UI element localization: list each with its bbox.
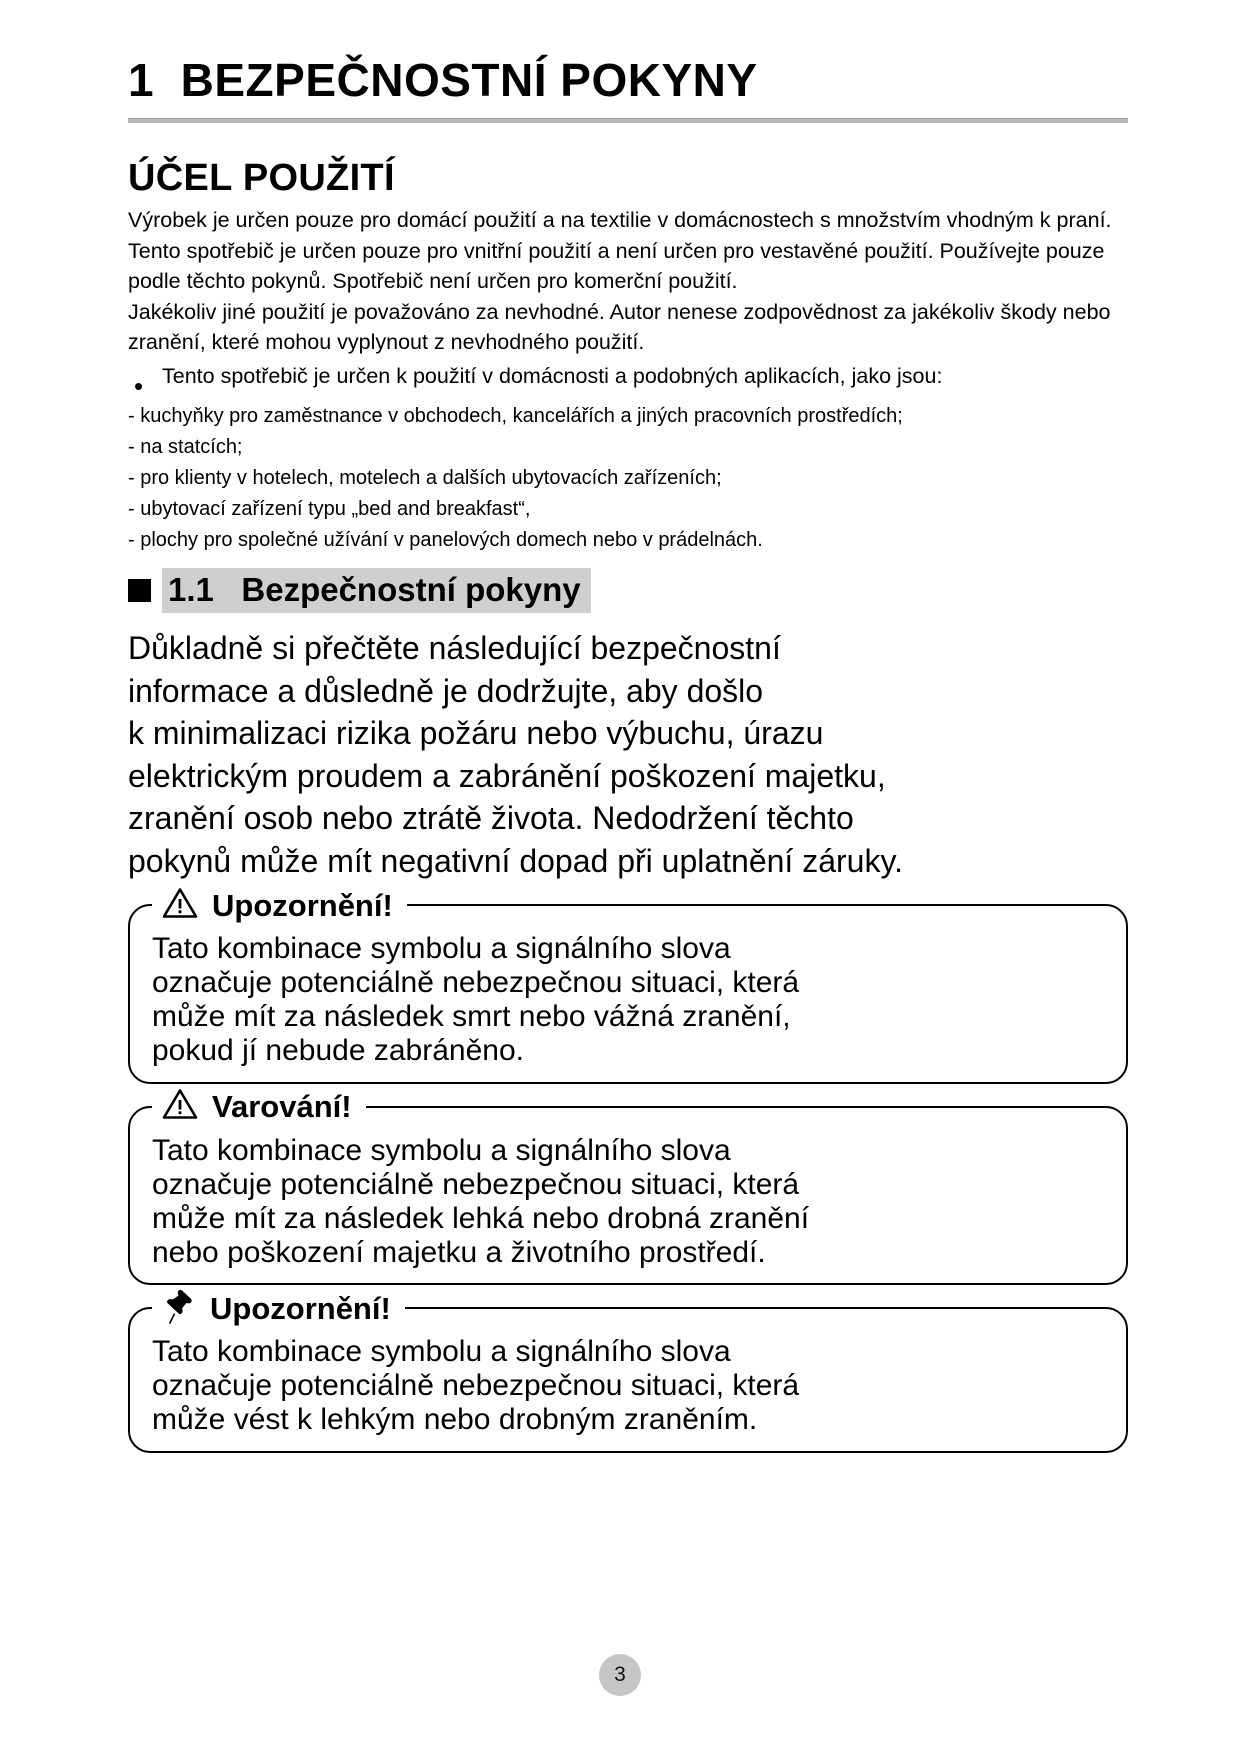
purpose-heading: ÚČEL POUŽITÍ [128,157,395,200]
section-heading [128,568,1128,613]
safety-intro-line: elektrickým proudem a zabránění poškození majetku, [128,757,886,794]
safety-intro-line: Důkladně si přečtěte následující bezpečnostní [128,630,781,667]
notice-line: označuje potenciálně nebezpečnou situaci, která [152,966,800,1000]
notice-legend-text: Varování! [212,1089,352,1125]
notice-line: Tato kombinace symbolu a signálního slova [152,932,731,966]
notice-line: Tato kombinace symbolu a signálního slova [152,1335,731,1369]
notice-box-warning [128,1089,1128,1286]
dash-list [128,401,1128,556]
warning-triangle-icon [162,1088,198,1125]
notice-box-notice [128,1290,1128,1453]
notice-box-danger [128,887,1128,1084]
page-title: 1 BEZPEČNOSTNÍ POKYNY [128,54,758,106]
purpose-paragraph-2: Jakékoliv jiné použití je považováno za nevhodné. Autor nenese zodpovědnost za jakékoliv škody nebo zranění, které mohou vyplynout z nevhodného použití. [128,299,1111,355]
notice-line: nebo poškození majetku a životního prostředí. [152,1235,766,1269]
notice-legend [152,1286,405,1330]
safety-intro-line: informace a důsledně je dodržujte, aby došlo [128,672,764,709]
title-divider [128,118,1128,123]
safety-intro-line: zranění osob nebo ztrátě života. Nedodržení těchto [128,800,854,837]
square-bullet-icon [128,579,151,602]
notice-line: Tato kombinace symbolu a signálního slova [152,1133,731,1167]
notice-line: pokud jí nebude zabráněno. [152,1033,524,1067]
notice-line: označuje potenciálně nebezpečnou situaci, která [152,1369,800,1403]
notice-line: může mít za následek lehká nebo drobná zranění [152,1201,810,1235]
notice-legend-text: Upozornění! [212,887,393,923]
safety-intro-line: k minimalizaci rizika požáru nebo výbuchu, úrazu [128,715,824,752]
notice-line: může vést k lehkým nebo drobným zraněním. [152,1403,758,1437]
list-item: - na statcích; [128,435,243,458]
pushpin-icon [162,1288,196,1329]
notice-legend [152,883,407,927]
notice-legend [152,1085,366,1129]
notice-body [152,1134,1108,1270]
safety-intro-line: pokynů může mít negativní dopad při uplatnění záruky. [128,842,903,879]
purpose-paragraph-1: Výrobek je určen pouze pro domácí použití a na textilie v domácnostech s množstvím vhodným k praní. Tento spotřebič je určen pouze pro vnitřní použití a není určen pro vestavěné použití. Používejte pouze podle těchto pokynů. Spotřebič není určen pro komerční použití. [128,208,1112,294]
notice-line: může mít za následek smrt nebo vážná zranění, [152,1000,791,1034]
safety-intro-paragraph [128,627,1128,882]
section-heading-label: 1.1 Bezpečnostní pokyny [162,568,591,613]
list-item [128,361,1128,399]
notice-line: označuje potenciálně nebezpečnou situaci, která [152,1167,800,1201]
warning-triangle-icon [162,887,198,924]
notice-body [152,1335,1108,1437]
list-item: - pro klienty v hotelech, motelech a dalších ubytovacích zařízeních; [128,466,722,489]
list-item: - kuchyňky pro zaměstnance v obchodech, kancelářích a jiných pracovních prostředích; [128,404,903,427]
notice-body [152,932,1108,1068]
notice-legend-text: Upozornění! [210,1290,391,1326]
list-item: - plochy pro společné užívání v panelových domech nebo v prádelnách. [128,528,763,551]
list-item: - ubytovací zařízení typu „bed and breakfast“, [128,497,531,520]
bullet-item-text: Tento spotřebič je určen k použití v domácnosti a podobných aplikacích, jako jsou: [162,363,943,388]
page-number-badge: 3 [599,1654,641,1696]
page-footer [0,1654,1240,1696]
bullet-dot-icon: • [134,370,144,401]
